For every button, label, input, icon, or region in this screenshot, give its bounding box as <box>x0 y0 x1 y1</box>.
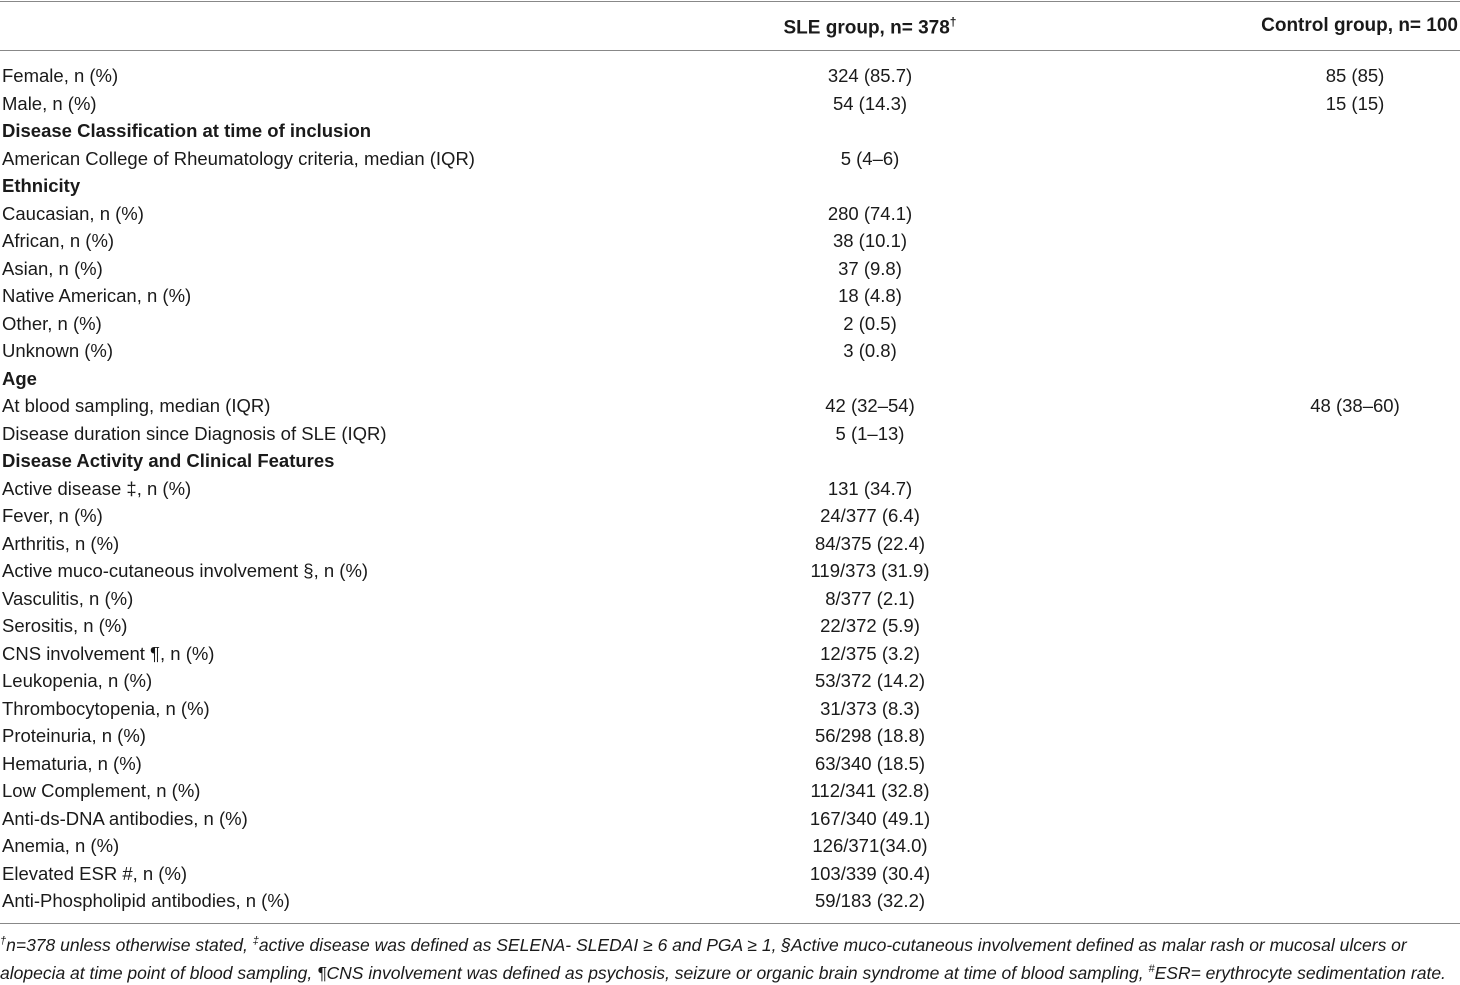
row-label: CNS involvement ¶, n (%) <box>2 642 215 664</box>
table-row <box>0 667 1460 695</box>
table-row <box>0 282 1460 310</box>
sle-value-cell: 119/373 (31.9) <box>810 560 930 581</box>
header-rule <box>0 50 1460 51</box>
sle-value-cell: 5 (4–6) <box>840 147 900 169</box>
sle-value-cell: 22/372 (5.9) <box>820 615 920 636</box>
bottom-rule <box>0 923 1460 924</box>
section-title: Disease Activity and Clinical Features <box>2 450 335 471</box>
header-control-group: Control group, n= 100 <box>1261 15 1458 36</box>
table-row <box>0 722 1460 750</box>
control-value-cell: 85 (85) <box>1325 65 1385 86</box>
table-row <box>0 200 1460 228</box>
sle-value-cell: 54 (14.3) <box>832 92 908 114</box>
row-label: Low Complement, n (%) <box>2 780 201 801</box>
row-label: Male, n (%) <box>2 92 97 114</box>
sle-value-cell: 24/377 (6.4) <box>820 505 920 526</box>
row-label: Proteinuria, n (%) <box>2 725 146 746</box>
row-label: Disease duration since Diagnosis of SLE (IQR) <box>2 422 387 444</box>
table-row <box>0 557 1460 585</box>
table-body <box>0 62 1460 915</box>
row-label: Native American, n (%) <box>2 285 192 306</box>
table-row <box>0 392 1460 420</box>
footnote-mark-dagger: † <box>0 935 7 947</box>
sle-value-cell: 56/298 (18.8) <box>814 725 926 746</box>
row-label: American College of Rheumatology criteria, median (IQR) <box>2 147 475 169</box>
table-row <box>0 310 1460 338</box>
sle-value-cell: 167/340 (49.1) <box>809 807 931 829</box>
table-row <box>0 860 1460 888</box>
row-label: At blood sampling, median (IQR) <box>2 395 271 416</box>
sle-value-cell: 38 (10.1) <box>832 230 908 251</box>
section-header-row <box>0 172 1460 200</box>
footnote-text-1: n=378 unless otherwise stated, <box>6 934 253 955</box>
table-row <box>0 805 1460 833</box>
row-label: Serositis, n (%) <box>2 615 128 636</box>
row-label: Fever, n (%) <box>2 505 103 526</box>
table-row <box>0 585 1460 613</box>
section-header-row <box>0 365 1460 393</box>
table-row <box>0 832 1460 860</box>
footnote-mark-double-dagger: ‡ <box>252 935 259 947</box>
sle-value-cell: 3 (0.8) <box>843 340 897 361</box>
footnote-text-3: ESR= erythrocyte sedimentation rate. <box>1154 962 1446 983</box>
header-sle-label: SLE group, n= 378 <box>783 17 950 39</box>
row-label: Vasculitis, n (%) <box>2 587 134 609</box>
section-header-row <box>0 117 1460 145</box>
sle-value-cell: 53/372 (14.2) <box>814 670 926 691</box>
sle-value-cell: 112/341 (32.8) <box>810 780 930 801</box>
row-label: Anti-ds-DNA antibodies, n (%) <box>2 807 248 829</box>
table-row <box>0 337 1460 365</box>
row-label: Anemia, n (%) <box>2 835 120 856</box>
header-sle-group <box>760 15 980 39</box>
row-label: Active muco-cutaneous involvement §, n (%) <box>2 560 369 581</box>
table-footnote <box>0 929 1458 985</box>
footnote-text-2: active disease was defined as SELENA- SLEDAI ≥ 6 and PGA ≥ 1, §Active muco-cutaneous involvement defined as malar rash or mucosal ulcers or alopecia at time point of blood sampling, ¶CNS involvement was defined as psychosis, seizure or organic brain syndrome at time of blood sampling, <box>0 934 1407 983</box>
sle-value-cell: 63/340 (18.5) <box>814 752 926 774</box>
sle-value-cell: 59/183 (32.2) <box>814 890 926 911</box>
row-label: Female, n (%) <box>2 65 119 86</box>
row-label: Leukopenia, n (%) <box>2 670 153 691</box>
table-row <box>0 887 1460 915</box>
section-header-row <box>0 447 1460 475</box>
row-label: Active disease ‡, n (%) <box>2 477 192 499</box>
section-title: Disease Classification at time of inclusion <box>2 120 372 141</box>
row-label: Thrombocytopenia, n (%) <box>2 697 210 719</box>
table-row <box>0 695 1460 723</box>
sle-value-cell: 131 (34.7) <box>827 477 913 499</box>
table-row <box>0 777 1460 805</box>
table-row <box>0 750 1460 778</box>
section-title: Age <box>2 367 37 389</box>
table-row <box>0 255 1460 283</box>
table-row <box>0 90 1460 118</box>
row-label: Asian, n (%) <box>2 257 103 279</box>
row-label: Elevated ESR #, n (%) <box>2 862 188 884</box>
table-row <box>0 640 1460 668</box>
row-label: Caucasian, n (%) <box>2 202 144 224</box>
table-row <box>0 502 1460 530</box>
sle-value-cell: 280 (74.1) <box>827 202 913 224</box>
table-row <box>0 475 1460 503</box>
sle-value-cell: 18 (4.8) <box>838 285 902 306</box>
table-row <box>0 145 1460 173</box>
sle-value-cell: 8/377 (2.1) <box>825 587 915 609</box>
control-value-cell: 15 (15) <box>1325 92 1385 114</box>
top-rule <box>0 1 1460 2</box>
table-row <box>0 612 1460 640</box>
table-row <box>0 62 1460 90</box>
sle-value-cell: 31/373 (8.3) <box>820 697 920 719</box>
table-row <box>0 420 1460 448</box>
sle-value-cell: 126/371(34.0) <box>812 835 928 856</box>
row-label: Anti-Phospholipid antibodies, n (%) <box>2 890 290 911</box>
footnote-mark-hash: # <box>1148 962 1155 975</box>
sle-value-cell: 42 (32–54) <box>825 395 915 416</box>
row-label: Hematuria, n (%) <box>2 752 142 774</box>
row-label: Arthritis, n (%) <box>2 532 120 554</box>
table-row <box>0 227 1460 255</box>
sle-value-cell: 12/375 (3.2) <box>820 642 920 664</box>
sle-value-cell: 103/339 (30.4) <box>809 862 931 884</box>
sle-value-cell: 5 (1–13) <box>835 422 905 444</box>
row-label: Other, n (%) <box>2 312 102 334</box>
sle-value-cell: 2 (0.5) <box>843 312 897 334</box>
table-header <box>0 15 1460 41</box>
sle-value-cell: 37 (9.8) <box>838 257 902 279</box>
sle-value-cell: 324 (85.7) <box>827 65 913 86</box>
header-sle-footnote-mark: † <box>949 15 957 29</box>
control-value-cell: 48 (38–60) <box>1310 395 1400 416</box>
row-label: Unknown (%) <box>2 340 114 361</box>
section-title: Ethnicity <box>2 175 81 196</box>
row-label: African, n (%) <box>2 230 115 251</box>
sle-value-cell: 84/375 (22.4) <box>814 532 926 554</box>
table-row <box>0 530 1460 558</box>
